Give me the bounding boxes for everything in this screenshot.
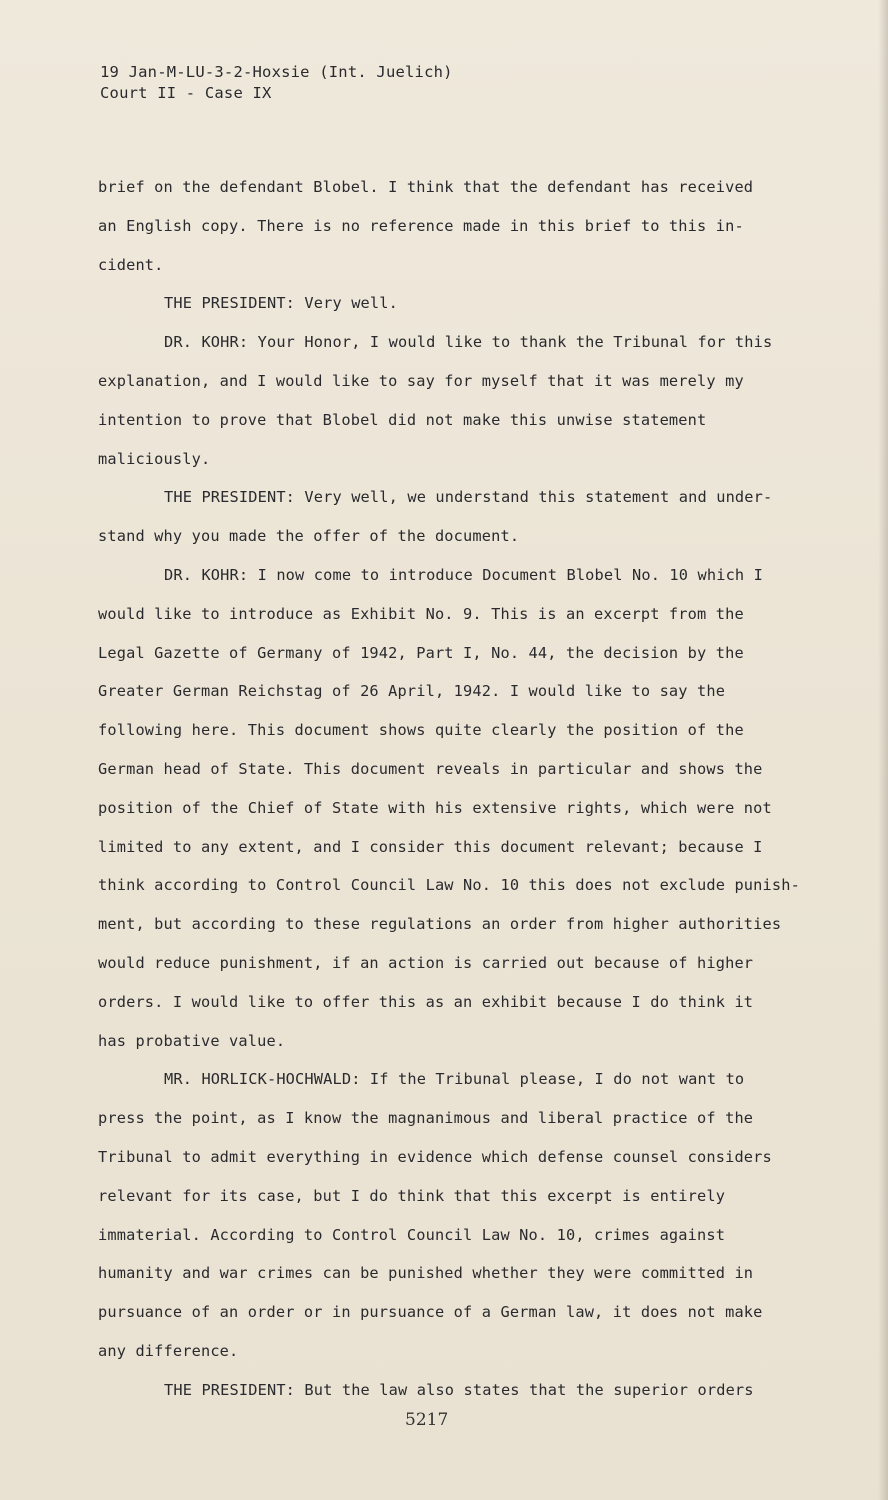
text-line: relevant for its case, but I do think that this excerpt is entirely (98, 1186, 726, 1205)
text-line: German head of State. This document reveals in particular and shows the (98, 759, 763, 778)
text-line: humanity and war crimes can be punished whether they were committed in (98, 1264, 754, 1283)
text-line: Legal Gazette of Germany of 1942, Part I, No. 44, the decision by the (98, 643, 744, 662)
text-line: press the point, as I know the magnanimous and liberal practice of the (98, 1109, 754, 1128)
transcript-body (98, 174, 810, 1416)
header-court: Court II - Case IX (100, 84, 272, 102)
text-line: orders. I would like to offer this as an exhibit because I do think it (98, 992, 754, 1011)
speaker-line: MR. HORLICK-HOCHWALD: If the Tribunal please, I do not want to (164, 1070, 745, 1089)
text-line: explanation, and I would like to say for myself that it was merely my (98, 371, 744, 390)
text-line: Greater German Reichstag of 26 April, 1942. I would like to say the (98, 682, 726, 701)
text-line: brief on the defendant Blobel. I think that the defendant has received (98, 178, 754, 196)
text-line: limited to any extent, and I consider this document relevant; because I (98, 837, 763, 856)
document-header (100, 62, 453, 104)
text-line: any difference. (98, 1341, 239, 1360)
text-line: immaterial. According to Control Council Law No. 10, crimes against (98, 1225, 726, 1244)
text-line: Tribunal to admit everything in evidence which defense counsel considers (98, 1147, 772, 1166)
text-line: maliciously. (98, 449, 211, 468)
text-line: would reduce punishment, if an action is carried out because of higher (98, 953, 754, 972)
speaker-line: THE PRESIDENT: Very well, we understand this statement and under- (164, 488, 773, 507)
page-edge-shadow (878, 0, 888, 1500)
text-line: an English copy. There is no reference made in this brief to this in- (98, 216, 744, 235)
text-line: stand why you made the offer of the document. (98, 527, 520, 546)
speaker-line: THE PRESIDENT: But the law also states that the superior orders (164, 1380, 754, 1399)
speaker-line: DR. KOHR: I now come to introduce Document Blobel No. 10 which I (164, 565, 764, 584)
text-line: think according to Control Council Law No. 10 this does not exclude punish- (98, 876, 800, 895)
speaker-line: DR. KOHR: Your Honor, I would like to thank the Tribunal for this (164, 333, 773, 352)
page-number: 5217 (405, 1410, 449, 1430)
header-case-reference: 19 Jan-M-LU-3-2-Hoxsie (Int. Juelich) (100, 63, 453, 81)
text-line: intention to prove that Blobel did not make this unwise statement (98, 410, 707, 429)
speaker-line: THE PRESIDENT: Very well. (164, 294, 398, 313)
text-line: ment, but according to these regulations an order from higher authorities (98, 915, 782, 934)
text-line: pursuance of an order or in pursuance of a German law, it does not make (98, 1303, 763, 1322)
text-line: has probative value. (98, 1031, 286, 1050)
text-line: cident. (98, 255, 164, 274)
text-line: following here. This document shows quite clearly the position of the (98, 721, 744, 740)
text-line: position of the Chief of State with his extensive rights, which were not (98, 798, 772, 817)
text-line: would like to introduce as Exhibit No. 9. This is an excerpt from the (98, 604, 744, 623)
